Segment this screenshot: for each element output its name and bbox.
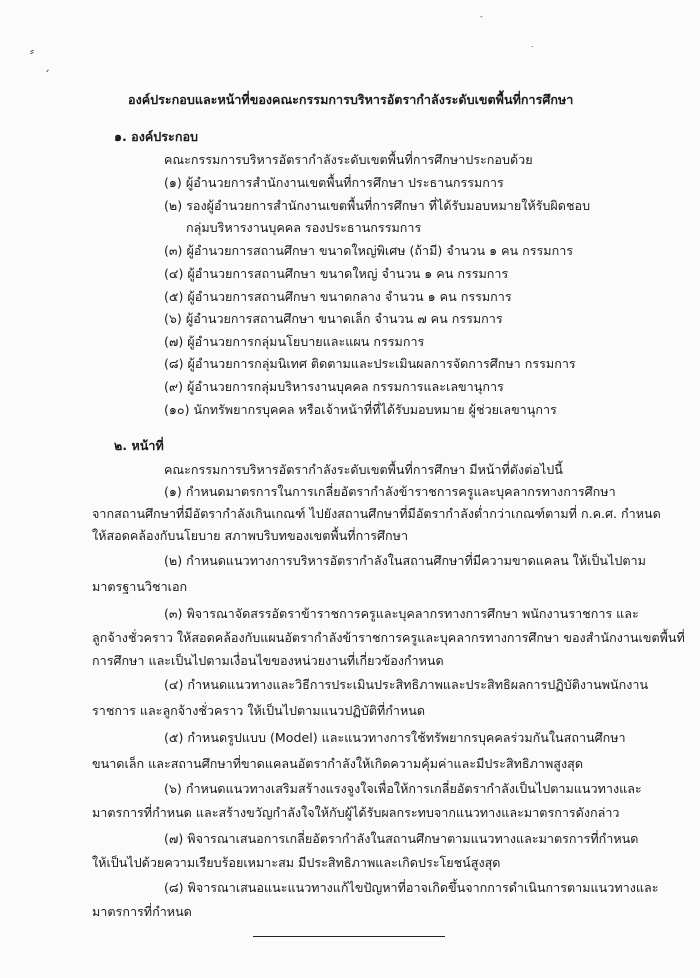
composition-item: (๙) ผู้อำนวยการกลุ่มบริหารงานบุคคล กรรมการและเลขานุการ [164, 379, 504, 394]
duty-line: ให้สอดคล้องกับนโยบาย สภาพบริบทของเขตพื้นที่การศึกษา [92, 528, 409, 543]
duty-line: ลูกจ้างชั่วคราว ให้สอดคล้องกับแผนอัตรากำลังข้าราชการครูและบุคลากรทางการศึกษา ของสำนักงานเขตพื้นที่ [92, 630, 685, 645]
section2-intro: คณะกรรมการบริหารอัตรากำลังระดับเขตพื้นที่การศึกษา มีหน้าที่ดังต่อไปนี้ [164, 462, 563, 477]
duty-line: มาตรการที่กำหนด และสร้างขวัญกำลังใจให้กับผู้ได้รับผลกระทบจากแนวทางและมาตรการดังกล่าว [92, 805, 620, 820]
composition-item: (๑) ผู้อำนวยการสำนักงานเขตพื้นที่การศึกษา ประธานกรรมการ [164, 175, 504, 190]
composition-item-continuation: กลุ่มบริหารงานบุคคล รองประธานกรรมการ [186, 220, 422, 235]
document-title: องค์ประกอบและหน้าที่ของคณะกรรมการบริหารอัตรากำลังระดับเขตพื้นที่การศึกษา [128, 92, 574, 107]
duty-line: (๔) กำหนดแนวทางและวิธีการประเมินประสิทธิภาพและประสิทธิผลการปฏิบัติงานพนักงาน [164, 677, 649, 692]
duty-line: (๘) พิจารณาเสนอแนะแนวทางแก้ไขปัญหาที่อาจเกิดขึ้นจากการดำเนินการตามแนวทางและ [164, 880, 659, 895]
duty-line: (๗) พิจารณาเสนอการเกลี่ยอัตรากำลังในสถานศึกษาตามแนวทางและมาตรการที่กำหนด [164, 831, 639, 846]
composition-item: (๔) ผู้อำนวยการสถานศึกษา ขนาดใหญ่ จำนวน ๑ คน กรรมการ [164, 266, 509, 281]
scan-mark: ⸗ [30, 44, 34, 58]
scan-mark: ˏ [44, 58, 50, 72]
duty-line: (๒) กำหนดแนวทางการบริหารอัตรากำลังในสถานศึกษาที่มีความขาดแคลน ให้เป็นไปตาม [164, 553, 646, 568]
duty-line: ราชการ และลูกจ้างชั่วคราว ให้เป็นไปตามแนวปฏิบัติที่กำหนด [92, 703, 426, 718]
duty-line: ขนาดเล็ก และสถานศึกษาที่ขาดแคลนอัตรากำลังให้เกิดความคุ้มค่าและมีประสิทธิภาพสูงสุด [92, 756, 583, 771]
composition-item: (๖) ผู้อำนวยการสถานศึกษา ขนาดเล็ก จำนวน ๗ คน กรรมการ [164, 311, 503, 326]
composition-item: (๕) ผู้อำนวยการสถานศึกษา ขนาดกลาง จำนวน ๑ คน กรรมการ [164, 289, 512, 304]
scan-mark: ˙ [530, 46, 535, 56]
duty-line: มาตรการที่กำหนด [92, 904, 192, 919]
composition-item: (๑๐) นักทรัพยากรบุคคล หรือเจ้าหน้าที่ที่ได้รับมอบหมาย ผู้ช่วยเลขานุการ [164, 402, 557, 417]
duty-line: (๕) กำหนดรูปแบบ (Model) และแนวทางการใช้ทรัพยากรบุคคลร่วมกันในสถานศึกษา [164, 730, 626, 745]
section1-heading: ๑. องค์ประกอบ [114, 129, 199, 144]
duty-line: (๓) พิจารณาจัดสรรอัตราข้าราชการครูและบุคลากรทางการศึกษา พนักงานราชการ และ [164, 606, 639, 621]
section1-intro: คณะกรรมการบริหารอัตรากำลังระดับเขตพื้นที่การศึกษาประกอบด้วย [164, 152, 533, 167]
duty-line: (๖) กำหนดแนวทางเสริมสร้างแรงจูงใจเพื่อให้การเกลี่ยอัตรากำลังเป็นไปตามแนวทางและ [164, 781, 642, 796]
composition-item: (๘) ผู้อำนวยการกลุ่มนิเทศ ติดตามและประเมินผลการจัดการศึกษา กรรมการ [164, 356, 576, 371]
duty-line: ให้เป็นไปด้วยความเรียบร้อยเหมาะสม มีประสิทธิภาพและเกิดประโยชน์สูงสุด [92, 855, 501, 870]
duty-line: (๑) กำหนดมาตรการในการเกลี่ยอัตรากำลังข้าราชการครูและบุคลากรทางการศึกษา [164, 484, 616, 499]
composition-item: (๗) ผู้อำนวยการกลุ่มนโยบายและแผน กรรมการ [164, 334, 425, 349]
closing-rule [253, 936, 445, 937]
section2-heading: ๒. หน้าที่ [114, 438, 164, 453]
composition-item: (๓) ผู้อำนวยการสถานศึกษา ขนาดใหญ่พิเศษ (ถ้ามี) จำนวน ๑ คน กรรมการ [164, 243, 574, 258]
scan-mark: ˗ [480, 12, 483, 22]
duty-line: จากสถานศึกษาที่มีอัตรากำลังเกินเกณฑ์ ไปยังสถานศึกษาที่มีอัตรากำลังต่ำกว่าเกณฑ์ตามที่ ก.ค.ศ. กำหนด [92, 506, 661, 521]
composition-item: (๒) รองผู้อำนวยการสำนักงานเขตพื้นที่การศึกษา ที่ได้รับมอบหมายให้รับผิดชอบ [164, 198, 591, 213]
duty-line: มาตรฐานวิชาเอก [92, 579, 188, 594]
duty-line: การศึกษา และเป็นไปตามเงื่อนไขของหน่วยงานที่เกี่ยวข้องกำหนด [92, 653, 444, 668]
